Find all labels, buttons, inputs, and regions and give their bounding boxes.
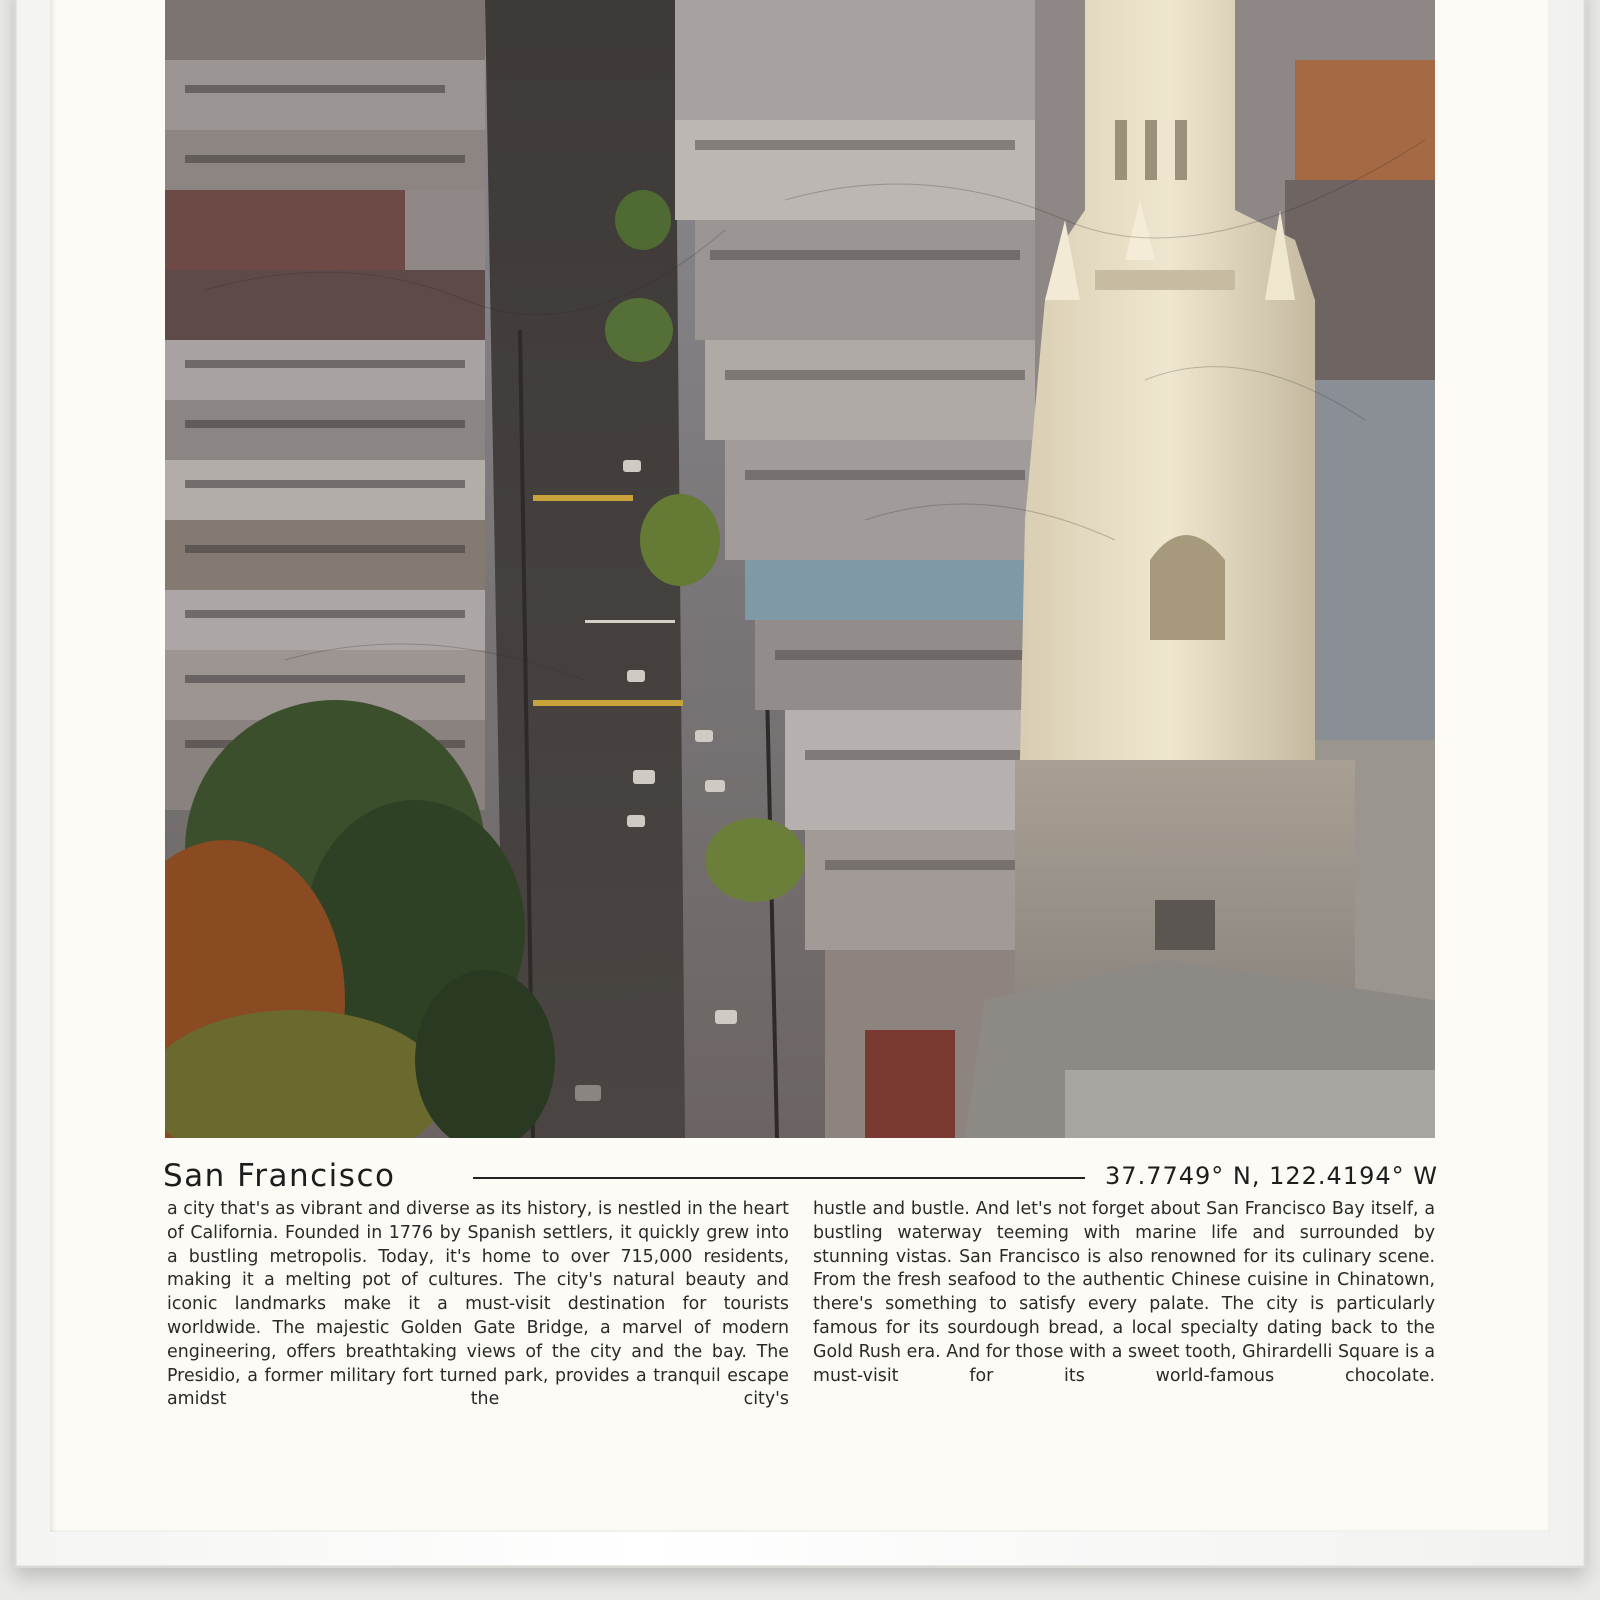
city-painting-illustration [165,0,1435,1138]
title-divider [473,1177,1085,1179]
description-left: a city that's as vibrant and diverse as its history, is nestled in the heart of California. Founded in 1776 by Spanish settlers, it quickly grew into a bustling metropolis. Today, it's home to over 715,000 residents, making it a melting pot of cultures. The city's natural beauty and iconic landmarks make it a must-visit destination for tourists worldwide. The majestic Golden Gate Bridge, a marvel of modern engineering, offers breathtaking views of the city and the bay. The Presidio, a former military fort turned park, provides a tranquil escape amidst the city's [167,1199,789,1410]
city-name: San Francisco [163,1158,396,1194]
title-row [163,1156,1438,1196]
coordinates: 37.7749° N, 122.4194° W [1105,1162,1438,1190]
city-painting [165,0,1435,1138]
description-right: hustle and bustle. And let's not forget about San Francisco Bay itself, a bustling waterway teeming with marine life and surrounded by stunning vistas. San Francisco is also renowned for its culinary scene. From the fresh seafood to the authentic Chinese cuisine in Chinatown, there's something to satisfy every palate. The city is particularly famous for its sourdough bread, a local specialty dating back to the Gold Rush era. And for those with a sweet tooth, Ghirardelli Square is a must-visit for its world-famous chocolate. [813,1199,1435,1386]
red-building [865,1030,955,1138]
left-houses [165,0,485,810]
